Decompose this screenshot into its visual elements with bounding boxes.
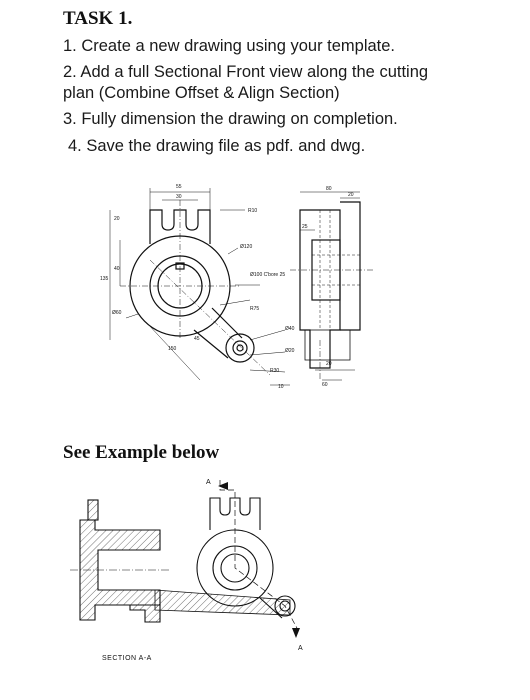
dim-r10: R10 <box>248 208 258 214</box>
step-2-continued: plan (Combine Offset & Align Section) <box>63 84 340 102</box>
dim-30: 30 <box>176 194 182 200</box>
dim-60: 60 <box>322 382 328 388</box>
dim-d100: Ø100 C'bore 25 <box>250 272 286 278</box>
dim-45: 45 <box>194 336 200 342</box>
example-section-drawing <box>60 470 320 670</box>
technical-drawing <box>90 180 380 398</box>
dim-r75: R75 <box>250 306 260 312</box>
dim-20-side: 20 <box>348 192 354 198</box>
dim-d40: Ø40 <box>285 326 295 332</box>
step-4: 4. Save the drawing file as pdf. and dwg. <box>68 137 366 155</box>
cut-label-bottom: A <box>298 645 304 652</box>
step-3: 3. Fully dimension the drawing on completion. <box>63 110 398 128</box>
dim-135: 135 <box>100 276 109 282</box>
dim-80: 80 <box>326 186 332 192</box>
example-heading: See Example below <box>63 442 220 463</box>
dim-20-bottom: 20 <box>326 361 332 367</box>
cut-label-top: A <box>206 479 212 486</box>
dim-150: 150 <box>168 346 177 352</box>
task-title: TASK 1. <box>63 8 133 29</box>
step-1: 1. Create a new drawing using your template. <box>63 37 396 55</box>
step-2: 2. Add a full Sectional Front view along the cutting <box>63 63 429 81</box>
dim-10: 10 <box>278 384 284 390</box>
section-caption: SECTION A-A <box>102 655 152 662</box>
dim-d60: Ø60 <box>112 310 122 316</box>
dim-d120: Ø120 <box>240 244 253 250</box>
dim-40: 40 <box>114 266 120 272</box>
dim-25: 25 <box>302 224 308 230</box>
dim-r30: R30 <box>270 368 280 374</box>
dim-20-left: 20 <box>114 216 120 222</box>
dim-d20: Ø20 <box>285 348 295 354</box>
dim-55: 55 <box>176 184 182 190</box>
